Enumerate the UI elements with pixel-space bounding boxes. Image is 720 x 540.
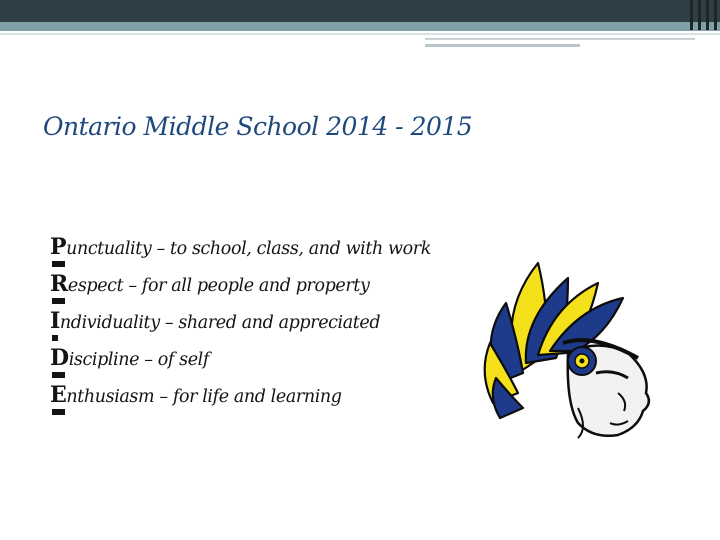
list-item — [50, 271, 431, 308]
list-item-text: iscipline – of self — [68, 350, 209, 370]
top-band-dark — [0, 0, 720, 22]
list-item-text: unctuality – to school, class, and with work — [66, 239, 431, 259]
list-item-text: espect – for all people and property — [67, 276, 370, 296]
list-item — [50, 234, 431, 271]
top-band-teal — [0, 22, 720, 31]
bullet-bar — [52, 335, 58, 341]
top-band-accent-line-short — [425, 44, 580, 47]
list-item — [50, 345, 431, 382]
corner-stripes — [688, 0, 720, 30]
list-item-text: nthusiasm – for life and learning — [66, 387, 342, 407]
acronym-letter: P — [50, 234, 67, 260]
bullet-bar — [52, 261, 65, 267]
slide-title: Ontario Middle School 2014 - 2015 — [43, 112, 473, 141]
acronym-letter: E — [50, 382, 67, 408]
list-item — [50, 382, 431, 419]
top-band-line — [0, 33, 720, 35]
acronym-letter: R — [50, 271, 68, 297]
acronym-letter: I — [50, 308, 60, 334]
list-item — [50, 308, 431, 345]
bullet-bar — [52, 372, 65, 378]
list-item-text: ndividuality – shared and appreciated — [59, 313, 381, 333]
top-band-accent-line — [425, 38, 695, 40]
indian-chief-headdress-logo-icon — [478, 243, 658, 443]
pride-acronym-list — [50, 234, 431, 419]
acronym-letter: D — [50, 345, 69, 371]
bullet-bar — [52, 409, 65, 415]
bullet-bar — [52, 298, 65, 304]
